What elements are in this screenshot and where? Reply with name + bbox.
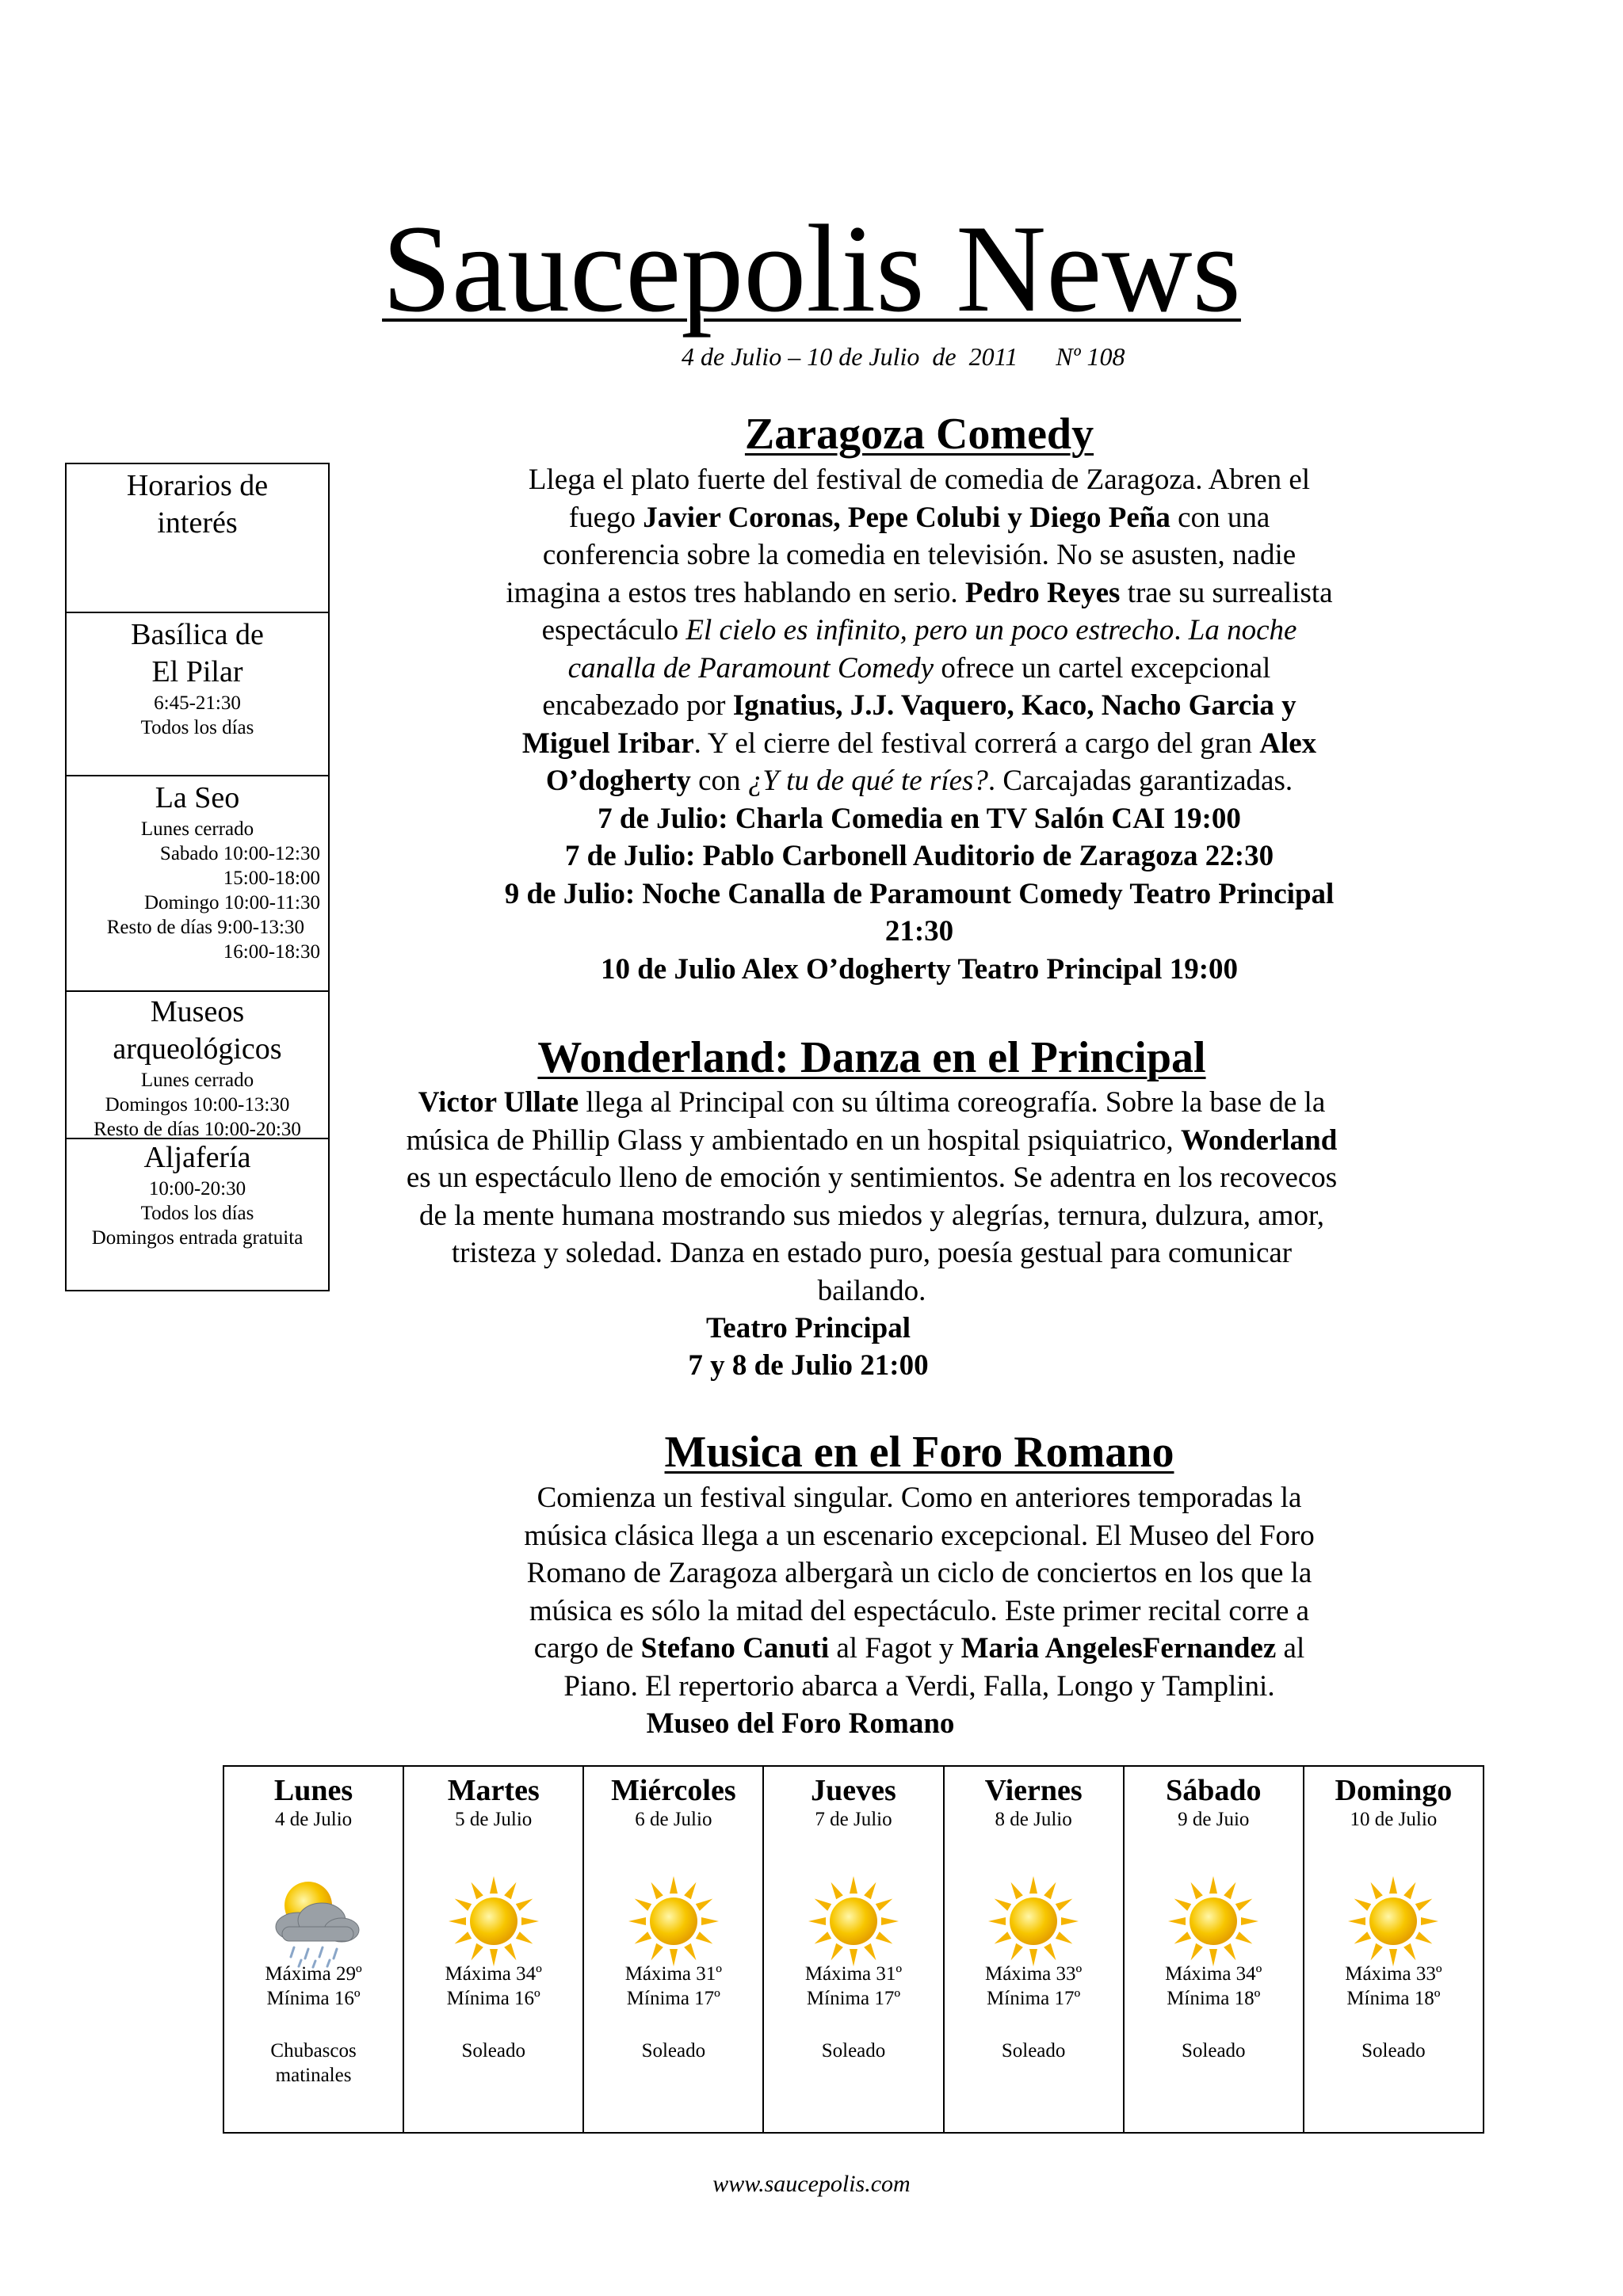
article-wonderland-headline: Wonderland: Danza en el Principal (537, 1033, 1206, 1082)
weather-condition-block (945, 2039, 1123, 2063)
text-line: conferencia sobre la comedia en televisión. No se asusten, nadie (542, 539, 1296, 571)
text-line: música clásica llega a un escenario excepcional. El Museo del Foro (524, 1519, 1315, 1552)
weather-day-name: Sábado (1166, 1774, 1262, 1807)
pilar-title: Basílica de (131, 618, 264, 651)
weather-temps (224, 1962, 403, 2011)
masthead-title: Saucepolis News (382, 200, 1241, 338)
seo-line: 15:00-18:00 (223, 868, 320, 889)
event-line: 7 de Julio: Charla Comedia en TV Salón CAI 19:00 (598, 802, 1241, 835)
sun-icon (442, 1870, 545, 1973)
text-line: música de Phillip Glass y ambientado en un hospital psiquiatrico, Wonderland (406, 1123, 1338, 1157)
issue-dates: 4 de Julio – 10 de Julio de 2011 (682, 342, 1018, 371)
weather-min: Mínima 17º (806, 1988, 901, 2009)
wonderland-dates: 7 y 8 de Julio 21:00 (688, 1349, 929, 1382)
pilar-days: Todos los días (140, 717, 254, 738)
weather-condition: Chubascos (270, 2040, 357, 2061)
sidebar-museos (67, 992, 328, 1139)
aljaferia-line: Todos los días (140, 1203, 254, 1224)
article-foro-romano-headline: Musica en el Foro Romano (664, 1428, 1174, 1477)
weather-condition-block (584, 2039, 762, 2063)
weather-temps (1125, 1962, 1303, 2011)
weather-day-name: Miércoles (611, 1774, 736, 1807)
sun-icon (1342, 1870, 1445, 1973)
weather-day-5 (1125, 1767, 1304, 2132)
sun-icon (802, 1870, 905, 1973)
weather-condition: Soleado (1361, 2040, 1426, 2061)
text-line: Victor Ullate llega al Principal con su última coreografía. Sobre la base de la (418, 1086, 1326, 1119)
weather-max: Máxima 29º (265, 1963, 362, 1985)
aljaferia-line: Domingos entrada gratuita (91, 1227, 304, 1249)
weather-day-date: 5 de Julio (455, 1809, 533, 1830)
weather-day-date: 6 de Julio (635, 1809, 712, 1830)
weather-max: Máxima 31º (624, 1963, 723, 1985)
event-line: 7 de Julio: Pablo Carbonell Auditorio de Zaragoza 22:30 (564, 840, 1274, 872)
seo-title: La Seo (155, 781, 240, 814)
weather-temps (584, 1962, 762, 2011)
article-zaragoza-comedy-headline: Zaragoza Comedy (744, 410, 1094, 459)
sun-icon (622, 1870, 725, 1973)
event-line: 21:30 (884, 915, 954, 948)
sidebar-header (67, 464, 328, 613)
weather-day-name: Jueves (811, 1774, 896, 1807)
weather-day-date: 10 de Julio (1350, 1809, 1438, 1830)
sun-icon (1162, 1870, 1265, 1973)
weather-day-1 (404, 1767, 584, 2132)
text-line: imagina a estos tres hablando en serio. Pedro Reyes trae su surrealista (506, 576, 1333, 609)
article-wonderland-body (333, 1084, 1411, 1310)
text-line: Piano. El repertorio abarca a Verdi, Falla, Longo y Tamplini. (563, 1669, 1275, 1703)
weather-min: Mínima 16º (266, 1988, 361, 2009)
text-line: Comienza un festival singular. Como en anteriores temporadas la (537, 1482, 1302, 1514)
footer-url[interactable]: www.saucepolis.com (712, 2171, 911, 2197)
text-line: encabezado por Ignatius, J.J. Vaquero, Kaco, Nacho Garcia y (542, 689, 1296, 722)
weather-condition: Soleado (1001, 2040, 1066, 2061)
sun-icon (982, 1870, 1085, 1973)
weather-forecast-table (223, 1765, 1484, 2134)
sidebar-seo (67, 776, 328, 992)
seo-line: Lunes cerrado (140, 818, 254, 840)
aljaferia-title: Aljafería (143, 1141, 251, 1174)
sidebar-pilar (67, 613, 328, 776)
museos-line: Lunes cerrado (140, 1070, 254, 1091)
weather-condition-block (1125, 2039, 1303, 2063)
text-line: cargo de Stefano Canuti al Fagot y Maria AngelesFernandez al (533, 1632, 1305, 1665)
weather-temps (404, 1962, 582, 2011)
dateline (682, 342, 1125, 372)
text-line: es un espectáculo lleno de emoción y sentimientos. Se adentra en los recovecos (406, 1161, 1338, 1194)
weather-condition: Soleado (821, 2040, 886, 2061)
weather-max: Máxima 33º (1345, 1963, 1442, 1985)
weather-day-2 (584, 1767, 764, 2132)
article-zaragoza-comedy-body (349, 461, 1490, 988)
weather-day-3 (764, 1767, 944, 2132)
weather-day-name: Martes (447, 1774, 540, 1807)
text-line: Llega el plato fuerte del festival de comedia de Zaragoza. Abren el (528, 463, 1311, 496)
event-line: 9 de Julio: Noche Canalla de Paramount Comedy Teatro Principal (504, 877, 1335, 910)
weather-temps (945, 1962, 1123, 2011)
sun-cloud-rain-icon (262, 1870, 365, 1973)
weather-day-date: 4 de Julio (274, 1809, 353, 1830)
text-line: tristeza y soledad. Danza en estado puro, poesía gestual para comunicar (451, 1237, 1293, 1269)
weather-temps (764, 1962, 942, 2011)
weather-max: Máxima 34º (1165, 1963, 1262, 1985)
schedule-sidebar (65, 463, 330, 1291)
museos-line: Domingos 10:00-13:30 (105, 1094, 290, 1116)
text-line: Miguel Iribar. Y el cierre del festival correrá a cargo del gran Alex (521, 727, 1317, 760)
seo-line: 16:00-18:30 (223, 941, 320, 963)
event-line: 10 de Julio Alex O’dogherty Teatro Principal 19:00 (600, 952, 1239, 986)
weather-condition-block (404, 2039, 582, 2063)
pilar-hours: 6:45-21:30 (154, 692, 241, 714)
weather-min: Mínima 17º (626, 1988, 720, 2009)
weather-condition-block (1304, 2039, 1483, 2063)
weather-condition: Soleado (461, 2040, 525, 2061)
weather-min: Mínima 18º (1346, 1988, 1441, 2009)
sidebar-header-line: interés (157, 506, 238, 540)
issue-number: Nº 108 (1056, 342, 1125, 371)
text-line: espectáculo El cielo es infinito, pero un poco estrecho. La noche (541, 614, 1297, 646)
weather-min: Mínima 16º (446, 1988, 540, 2009)
text-line: música es sólo la mitad del espectáculo. Este primer recital corre a (529, 1594, 1310, 1627)
weather-max: Máxima 31º (804, 1963, 903, 1985)
museos-title: arqueológicos (113, 1032, 282, 1066)
article-foro-romano-body (349, 1479, 1490, 1705)
weather-day-date: 8 de Julio (995, 1809, 1072, 1830)
weather-temps (1304, 1962, 1483, 2011)
text-line: canalla de Paramount Comedy ofrece un cartel excepcional (567, 651, 1271, 685)
text-line: de la mente humana mostrando sus miedos y alegrías, ternura, dulzura, amor, (418, 1199, 1325, 1232)
aljaferia-line: 10:00-20:30 (148, 1178, 246, 1199)
weather-day-date: 7 de Julio (815, 1809, 892, 1830)
museos-title: Museos (150, 995, 245, 1028)
weather-condition-block (224, 2039, 403, 2088)
weather-condition: Soleado (1182, 2040, 1246, 2061)
weather-day-name: Lunes (273, 1774, 353, 1807)
weather-day-4 (945, 1767, 1125, 2132)
text-line: fuego Javier Coronas, Pepe Colubi y Diego Peña con una (568, 501, 1270, 534)
wonderland-venue: Teatro Principal (706, 1312, 911, 1344)
weather-day-0 (224, 1767, 404, 2132)
weather-condition-block (764, 2039, 942, 2063)
seo-line: Domingo 10:00-11:30 (144, 892, 320, 913)
weather-day-6 (1304, 1767, 1483, 2132)
museos-line: Resto de días 10:00-20:30 (94, 1119, 301, 1140)
weather-min: Mínima 18º (1167, 1988, 1261, 2009)
text-line: Romano de Zaragoza albergarà un ciclo de conciertos en los que la (526, 1557, 1312, 1589)
weather-day-name: Viernes (984, 1774, 1083, 1807)
weather-max: Máxima 33º (984, 1963, 1083, 1985)
sidebar-aljaferia (67, 1139, 328, 1290)
seo-line: Sabado 10:00-12:30 (159, 843, 320, 864)
weather-day-date: 9 de Juio (1178, 1809, 1250, 1830)
weather-min: Mínima 17º (987, 1988, 1081, 2009)
weather-condition: Soleado (641, 2040, 706, 2061)
weather-condition: matinales (275, 2065, 352, 2086)
weather-max: Máxima 34º (445, 1963, 542, 1985)
foro-venue: Museo del Foro Romano (646, 1707, 955, 1740)
text-line: bailando. (817, 1274, 926, 1307)
text-line: O’dogherty con ¿Y tu de qué te ríes?. Carcajadas garantizadas. (545, 765, 1293, 797)
sidebar-header-line: Horarios de (126, 469, 269, 502)
weather-day-name: Domingo (1335, 1774, 1453, 1807)
pilar-title: El Pilar (151, 655, 243, 688)
seo-line: Resto de días 9:00-13:30 (106, 917, 304, 938)
